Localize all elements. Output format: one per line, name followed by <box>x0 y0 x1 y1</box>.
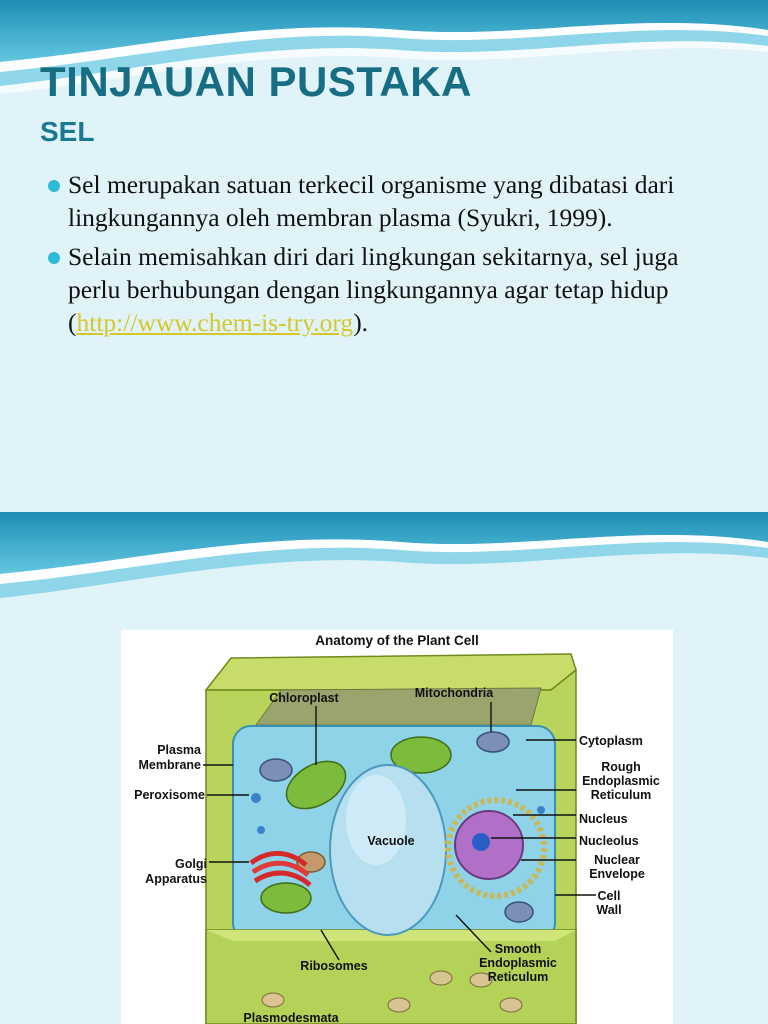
label-mitochondria: Mitochondria <box>414 686 494 700</box>
bullet-dot-icon <box>48 180 60 192</box>
bullet-list <box>46 168 736 345</box>
label-plasma-membrane-2: Membrane <box>138 758 201 772</box>
slide-subtitle: SEL <box>40 116 95 147</box>
label-plasmodesmata: Plasmodesmata <box>243 1011 339 1024</box>
bullet-item <box>46 168 736 234</box>
label-golgi-2: Apparatus <box>145 872 207 886</box>
label-smooth-er-1: Smooth <box>494 942 542 956</box>
label-ribosomes: Ribosomes <box>300 959 368 973</box>
label-rough-er-3: Reticulum <box>590 788 652 802</box>
label-nuclear-envelope-2: Envelope <box>589 867 645 881</box>
source-link[interactable]: http://www.chem-is-try.org <box>76 308 354 337</box>
slide-title: TINJAUAN PUSTAKA <box>40 58 472 105</box>
slide-2 <box>0 512 768 1024</box>
plant-cell-diagram <box>121 630 673 1024</box>
label-peroxisome: Peroxisome <box>134 788 205 802</box>
label-nuclear-envelope-1: Nuclear <box>594 853 640 867</box>
bullet-item <box>46 240 736 339</box>
label-plasma-membrane-1: Plasma <box>157 743 201 757</box>
label-cell-wall-1: Cell <box>597 889 621 903</box>
label-nucleolus: Nucleolus <box>579 834 639 848</box>
cell-wall-shape <box>206 654 576 690</box>
label-vacuole: Vacuole <box>367 834 415 848</box>
label-cytoplasm: Cytoplasm <box>579 734 643 748</box>
label-chloroplast: Chloroplast <box>269 691 339 705</box>
label-cell-wall-2: Wall <box>596 903 622 917</box>
label-rough-er-2: Endoplasmic <box>582 774 660 788</box>
header-wave-decoration <box>0 512 768 622</box>
label-nucleus: Nucleus <box>579 812 628 826</box>
bullet-dot-icon <box>48 252 60 264</box>
figure-title: Anatomy of the Plant Cell <box>315 633 479 648</box>
label-smooth-er-3: Reticulum <box>487 970 549 984</box>
label-golgi-1: Golgi <box>175 857 207 871</box>
bullet-text-end: ). <box>353 308 369 337</box>
nucleolus-shape <box>472 833 490 851</box>
mitochondria-shape <box>260 759 292 781</box>
plasmodesmata-shape <box>262 993 284 1007</box>
bullet-text: Selain memisahkan diri dari lingkungan sekitarnya, sel juga perlu berhubungan dengan lingkungannya agar tetap hidup ( <box>68 242 679 337</box>
label-smooth-er-2: Endoplasmic <box>479 956 557 970</box>
label-rough-er-1: Rough <box>601 760 641 774</box>
bullet-text: Sel merupakan satuan terkecil organisme yang dibatasi dari lingkungannya oleh membran plasma (Syukri, 1999). <box>68 170 675 232</box>
